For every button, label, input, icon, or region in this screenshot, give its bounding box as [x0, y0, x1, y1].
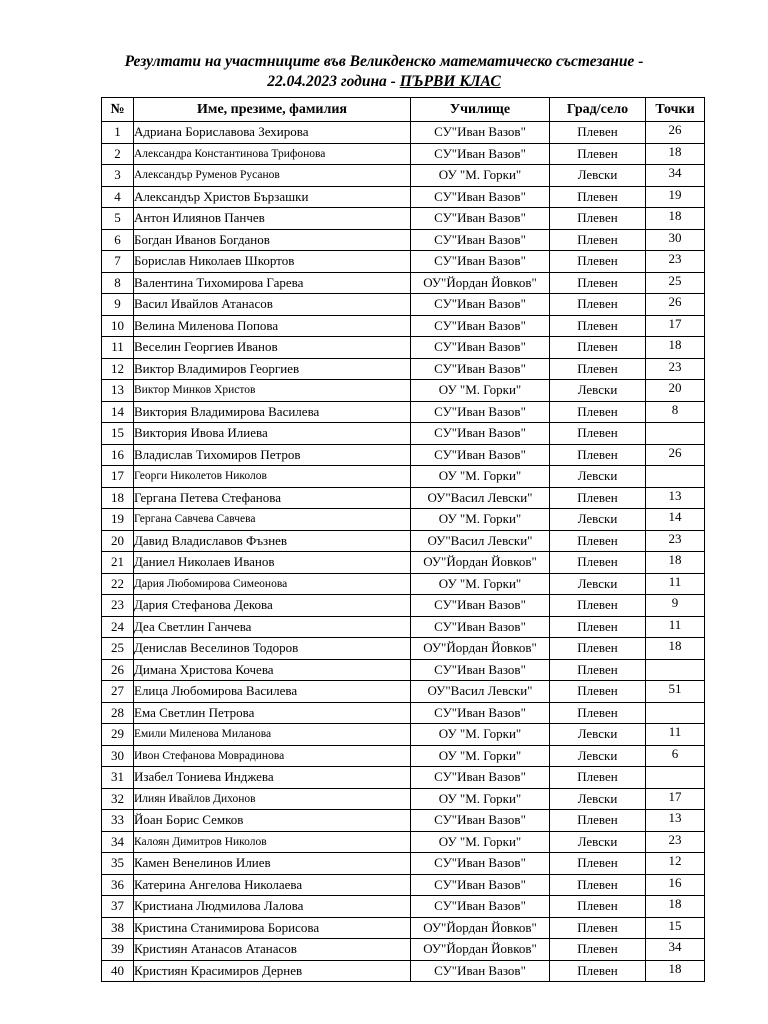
table-row	[102, 315, 705, 337]
row-number: 5	[102, 208, 134, 230]
table-row	[102, 552, 705, 574]
header-school: Училище	[411, 98, 550, 122]
title-line-2	[0, 72, 768, 92]
student-name: Изабел Тониева Инджева	[134, 767, 411, 789]
city-name: Плевен	[550, 960, 646, 982]
row-number: 19	[102, 509, 134, 531]
row-number: 36	[102, 874, 134, 896]
points-value	[646, 702, 705, 724]
city-name: Плевен	[550, 552, 646, 574]
student-name: Адриана Бориславова Зехирова	[134, 122, 411, 144]
student-name: Елица Любомирова Василева	[134, 681, 411, 703]
city-name: Плевен	[550, 595, 646, 617]
city-name: Плевен	[550, 939, 646, 961]
header-city: Град/село	[550, 98, 646, 122]
school-name: ОУ"Йордан Йовков"	[411, 917, 550, 939]
student-name: Димана Христова Кочева	[134, 659, 411, 681]
title-line-1: Резултати на участниците във Великденско математическо състезание -	[124, 53, 644, 70]
points-value: 11	[646, 724, 705, 746]
city-name: Плевен	[550, 917, 646, 939]
points-value: 23	[646, 358, 705, 380]
student-name: Катерина Ангелова Николаева	[134, 874, 411, 896]
table-row	[102, 595, 705, 617]
points-value: 17	[646, 788, 705, 810]
row-number: 28	[102, 702, 134, 724]
row-number: 31	[102, 767, 134, 789]
points-value: 14	[646, 509, 705, 531]
row-number: 32	[102, 788, 134, 810]
table-row	[102, 401, 705, 423]
school-name: СУ"Иван Вазов"	[411, 767, 550, 789]
city-name: Плевен	[550, 272, 646, 294]
points-value	[646, 466, 705, 488]
row-number: 37	[102, 896, 134, 918]
points-value: 23	[646, 831, 705, 853]
school-name: ОУ "М. Горки"	[411, 165, 550, 187]
points-value: 26	[646, 122, 705, 144]
student-name: Антон Илиянов Панчев	[134, 208, 411, 230]
row-number: 1	[102, 122, 134, 144]
table-row	[102, 530, 705, 552]
student-name: Борислав Николаев Шкортов	[134, 251, 411, 273]
city-name: Плевен	[550, 681, 646, 703]
row-number: 10	[102, 315, 134, 337]
points-value: 9	[646, 595, 705, 617]
city-name: Плевен	[550, 659, 646, 681]
city-name: Левски	[550, 380, 646, 402]
points-value: 16	[646, 874, 705, 896]
table-row	[102, 896, 705, 918]
row-number: 2	[102, 143, 134, 165]
city-name: Плевен	[550, 853, 646, 875]
table-row	[102, 831, 705, 853]
row-number: 24	[102, 616, 134, 638]
school-name: СУ"Иван Вазов"	[411, 595, 550, 617]
school-name: СУ"Иван Вазов"	[411, 616, 550, 638]
school-name: СУ"Иван Вазов"	[411, 208, 550, 230]
row-number: 23	[102, 595, 134, 617]
city-name: Плевен	[550, 767, 646, 789]
school-name: СУ"Иван Вазов"	[411, 186, 550, 208]
points-value: 34	[646, 165, 705, 187]
city-name: Плевен	[550, 208, 646, 230]
city-name: Плевен	[550, 423, 646, 445]
student-name: Велина Миленова Попова	[134, 315, 411, 337]
points-value: 13	[646, 487, 705, 509]
school-name: ОУ "М. Горки"	[411, 466, 550, 488]
city-name: Левски	[550, 724, 646, 746]
table-row	[102, 165, 705, 187]
school-name: ОУ"Васил Левски"	[411, 681, 550, 703]
student-name: Кристиян Красимиров Дернев	[134, 960, 411, 982]
school-name: СУ"Иван Вазов"	[411, 960, 550, 982]
student-name: Емили Миленова Миланова	[134, 724, 411, 746]
row-number: 34	[102, 831, 134, 853]
student-name: Денислав Веселинов Тодоров	[134, 638, 411, 660]
student-name: Гергана Петева Стефанова	[134, 487, 411, 509]
student-name: Деа Светлин Ганчева	[134, 616, 411, 638]
student-name: Гергана Савчева Савчева	[134, 509, 411, 531]
student-name: Ема Светлин Петрова	[134, 702, 411, 724]
city-name: Плевен	[550, 638, 646, 660]
row-number: 22	[102, 573, 134, 595]
student-name: Дария Любомирова Симеонова	[134, 573, 411, 595]
school-name: ОУ "М. Горки"	[411, 788, 550, 810]
student-name: Давид Владиславов Фъзнев	[134, 530, 411, 552]
points-value: 25	[646, 272, 705, 294]
student-name: Даниел Николаев Иванов	[134, 552, 411, 574]
points-value: 30	[646, 229, 705, 251]
row-number: 38	[102, 917, 134, 939]
table-row	[102, 702, 705, 724]
student-name: Владислав Тихомиров Петров	[134, 444, 411, 466]
student-name: Валентина Тихомирова Гарева	[134, 272, 411, 294]
row-number: 16	[102, 444, 134, 466]
points-value: 26	[646, 444, 705, 466]
table-row	[102, 638, 705, 660]
student-name: Богдан Иванов Богданов	[134, 229, 411, 251]
row-number: 33	[102, 810, 134, 832]
city-name: Плевен	[550, 358, 646, 380]
city-name: Левски	[550, 745, 646, 767]
row-number: 39	[102, 939, 134, 961]
student-name: Илиян Ивайлов Дихонов	[134, 788, 411, 810]
school-name: ОУ "М. Горки"	[411, 380, 550, 402]
points-value: 12	[646, 853, 705, 875]
student-name: Калоян Димитров Николов	[134, 831, 411, 853]
student-name: Георги Николетов Николов	[134, 466, 411, 488]
row-number: 13	[102, 380, 134, 402]
student-name: Александър Руменов Русанов	[134, 165, 411, 187]
table-row	[102, 509, 705, 531]
school-name: СУ"Иван Вазов"	[411, 143, 550, 165]
points-value: 34	[646, 939, 705, 961]
student-name: Кристиана Людмилова Лалова	[134, 896, 411, 918]
row-number: 26	[102, 659, 134, 681]
points-value	[646, 767, 705, 789]
city-name: Плевен	[550, 487, 646, 509]
points-value: 18	[646, 896, 705, 918]
table-row	[102, 745, 705, 767]
table-row	[102, 423, 705, 445]
row-number: 6	[102, 229, 134, 251]
city-name: Плевен	[550, 122, 646, 144]
student-name: Ивон Стефанова Моврадинова	[134, 745, 411, 767]
points-value: 17	[646, 315, 705, 337]
row-number: 35	[102, 853, 134, 875]
city-name: Плевен	[550, 702, 646, 724]
city-name: Плевен	[550, 229, 646, 251]
student-name: Кристина Станимирова Борисова	[134, 917, 411, 939]
results-table	[101, 97, 705, 982]
student-name: Виктория Ивова Илиева	[134, 423, 411, 445]
student-name: Александър Христов Бързашки	[134, 186, 411, 208]
school-name: ОУ"Васил Левски"	[411, 487, 550, 509]
city-name: Левски	[550, 165, 646, 187]
school-name: СУ"Иван Вазов"	[411, 358, 550, 380]
table-row	[102, 874, 705, 896]
school-name: СУ"Иван Вазов"	[411, 294, 550, 316]
school-name: ОУ"Йордан Йовков"	[411, 552, 550, 574]
student-name: Виктор Владимиров Георгиев	[134, 358, 411, 380]
row-number: 8	[102, 272, 134, 294]
table-row	[102, 122, 705, 144]
city-name: Левски	[550, 573, 646, 595]
table-row	[102, 917, 705, 939]
city-name: Плевен	[550, 616, 646, 638]
table-row	[102, 810, 705, 832]
school-name: ОУ"Йордан Йовков"	[411, 272, 550, 294]
student-name: Виктор Минков Христов	[134, 380, 411, 402]
header-points: Точки	[646, 98, 705, 122]
city-name: Левски	[550, 788, 646, 810]
city-name: Плевен	[550, 186, 646, 208]
school-name: СУ"Иван Вазов"	[411, 401, 550, 423]
table-row	[102, 659, 705, 681]
points-value: 15	[646, 917, 705, 939]
points-value: 8	[646, 401, 705, 423]
school-name: ОУ "М. Горки"	[411, 724, 550, 746]
row-number: 12	[102, 358, 134, 380]
city-name: Плевен	[550, 874, 646, 896]
student-name: Александра Константинова Трифонова	[134, 143, 411, 165]
city-name: Плевен	[550, 251, 646, 273]
school-name: СУ"Иван Вазов"	[411, 810, 550, 832]
row-number: 3	[102, 165, 134, 187]
table-row	[102, 143, 705, 165]
table-row	[102, 853, 705, 875]
table-row	[102, 294, 705, 316]
document-title	[0, 52, 768, 92]
points-value: 11	[646, 616, 705, 638]
school-name: ОУ "М. Горки"	[411, 831, 550, 853]
school-name: СУ"Иван Вазов"	[411, 874, 550, 896]
student-name: Веселин Георгиев Иванов	[134, 337, 411, 359]
table-row	[102, 444, 705, 466]
row-number: 25	[102, 638, 134, 660]
points-value: 20	[646, 380, 705, 402]
table-row	[102, 767, 705, 789]
school-name: СУ"Иван Вазов"	[411, 702, 550, 724]
points-value: 18	[646, 552, 705, 574]
school-name: СУ"Иван Вазов"	[411, 896, 550, 918]
title-class: ПЪРВИ КЛАС	[399, 73, 501, 90]
table-row	[102, 724, 705, 746]
city-name: Плевен	[550, 315, 646, 337]
points-value: 19	[646, 186, 705, 208]
city-name: Левски	[550, 509, 646, 531]
table-row	[102, 358, 705, 380]
row-number: 11	[102, 337, 134, 359]
school-name: ОУ"Йордан Йовков"	[411, 939, 550, 961]
table-row	[102, 186, 705, 208]
table-row	[102, 681, 705, 703]
row-number: 18	[102, 487, 134, 509]
school-name: ОУ "М. Горки"	[411, 745, 550, 767]
city-name: Плевен	[550, 401, 646, 423]
row-number: 27	[102, 681, 134, 703]
row-number: 40	[102, 960, 134, 982]
student-name: Дария Стефанова Декова	[134, 595, 411, 617]
school-name: ОУ"Васил Левски"	[411, 530, 550, 552]
row-number: 21	[102, 552, 134, 574]
points-value: 18	[646, 143, 705, 165]
table-row	[102, 380, 705, 402]
school-name: СУ"Иван Вазов"	[411, 853, 550, 875]
points-value: 18	[646, 960, 705, 982]
table-row	[102, 466, 705, 488]
points-value	[646, 659, 705, 681]
row-number: 7	[102, 251, 134, 273]
table-row	[102, 573, 705, 595]
table-row	[102, 251, 705, 273]
points-value: 23	[646, 251, 705, 273]
student-name: Васил Ивайлов Атанасов	[134, 294, 411, 316]
points-value: 18	[646, 638, 705, 660]
city-name: Плевен	[550, 337, 646, 359]
points-value: 13	[646, 810, 705, 832]
student-name: Йоан Борис Семков	[134, 810, 411, 832]
row-number: 9	[102, 294, 134, 316]
points-value: 18	[646, 208, 705, 230]
school-name: СУ"Иван Вазов"	[411, 423, 550, 445]
row-number: 14	[102, 401, 134, 423]
table-row	[102, 337, 705, 359]
school-name: СУ"Иван Вазов"	[411, 444, 550, 466]
table-body	[102, 122, 705, 982]
header-name: Име, презиме, фамилия	[134, 98, 411, 122]
student-name: Кристиян Атанасов Атанасов	[134, 939, 411, 961]
school-name: ОУ "М. Горки"	[411, 573, 550, 595]
header-number: №	[102, 98, 134, 122]
city-name: Плевен	[550, 294, 646, 316]
city-name: Левски	[550, 466, 646, 488]
table-row	[102, 208, 705, 230]
table-row	[102, 272, 705, 294]
school-name: СУ"Иван Вазов"	[411, 229, 550, 251]
table-row	[102, 229, 705, 251]
city-name: Плевен	[550, 810, 646, 832]
row-number: 30	[102, 745, 134, 767]
school-name: СУ"Иван Вазов"	[411, 337, 550, 359]
points-value: 11	[646, 573, 705, 595]
school-name: СУ"Иван Вазов"	[411, 122, 550, 144]
student-name: Камен Венелинов Илиев	[134, 853, 411, 875]
school-name: СУ"Иван Вазов"	[411, 315, 550, 337]
table-row	[102, 616, 705, 638]
points-value: 26	[646, 294, 705, 316]
title-date: 22.04.2023 година -	[267, 73, 400, 90]
row-number: 17	[102, 466, 134, 488]
points-value: 23	[646, 530, 705, 552]
school-name: ОУ "М. Горки"	[411, 509, 550, 531]
table-header-row	[102, 98, 705, 122]
points-value: 6	[646, 745, 705, 767]
school-name: ОУ"Йордан Йовков"	[411, 638, 550, 660]
points-value: 18	[646, 337, 705, 359]
row-number: 4	[102, 186, 134, 208]
city-name: Левски	[550, 831, 646, 853]
city-name: Плевен	[550, 143, 646, 165]
city-name: Плевен	[550, 896, 646, 918]
school-name: СУ"Иван Вазов"	[411, 659, 550, 681]
row-number: 20	[102, 530, 134, 552]
table-row	[102, 939, 705, 961]
city-name: Плевен	[550, 444, 646, 466]
table-row	[102, 487, 705, 509]
school-name: СУ"Иван Вазов"	[411, 251, 550, 273]
row-number: 15	[102, 423, 134, 445]
table-row	[102, 960, 705, 982]
points-value	[646, 423, 705, 445]
city-name: Плевен	[550, 530, 646, 552]
row-number: 29	[102, 724, 134, 746]
table-row	[102, 788, 705, 810]
student-name: Виктория Владимирова Василева	[134, 401, 411, 423]
points-value: 51	[646, 681, 705, 703]
